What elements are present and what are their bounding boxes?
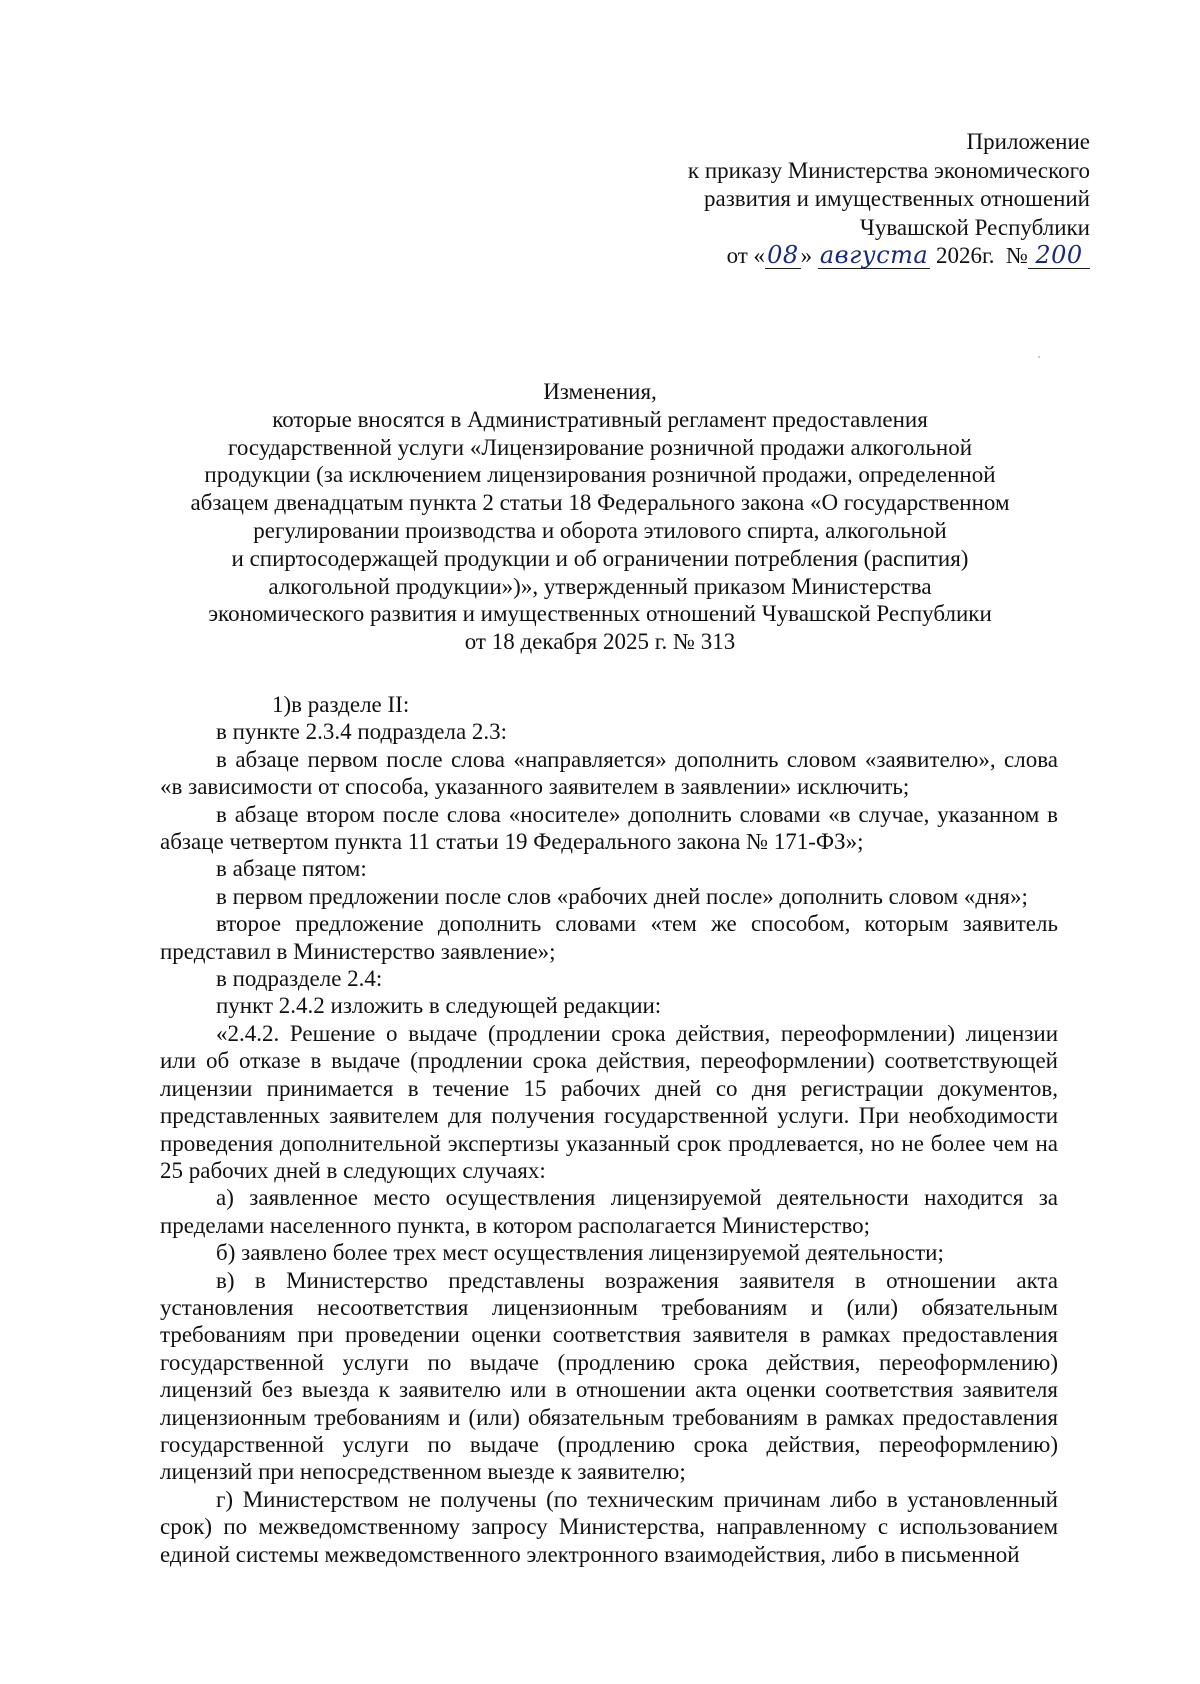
title-line: от 18 декабря 2025 г. № 313 [464,629,736,655]
paragraph: «2.4.2. Решение о выдаче (продлении срока действия, переоформлении) лицензии или об отказе в выдаче (продлении срока действия, переоформлении) соответствующей лицензии принимается в течение 15 рабочих дней со дня регистрации документов, представленных заявителем для получения государственной услуги. При необходимости проведения дополнительной экспертизы указанный срок продлевается, но не более чем на 25 рабочих дней в следующих случаях: [160,1020,1058,1183]
paragraph: б) заявлено более трех мест осуществления лицензируемой деятельности; [216,1240,944,1266]
title-line: регулировании производства и оборота этилового спирта, алкогольной [253,517,947,543]
paragraph: второе предложение дополнить словами «тем же способом, которым заявитель представил в Министерство заявление»; [160,911,1058,964]
item-number: 1) [272,692,292,717]
paragraph: в пункте 2.3.4 подраздела 2.3: [216,719,508,745]
title-line: продукции (за исключением лицензирования розничной продажи, определенной [204,462,996,488]
title-line: экономического развития и имущественных отношений Чувашской Республики [208,601,992,627]
paragraph: г) Министерством не получены (по техническим причинам либо в установленный срок) по межведомственному запросу Министерства, направленному с использованием единой системы межведомственного электронного взаимодействия, либо в письменной [160,1486,1058,1567]
date-year: 2026г. [935,243,995,268]
paragraph: пункт 2.4.2 изложить в следующей редакции: [216,993,662,1019]
appendix-date-line [570,242,1090,271]
paragraph: в абзаце втором после слова «носителе» дополнить словами «в случае, указанном в абзаце четвертом пункта 11 статьи 19 Федерального закона № 171-ФЗ»; [160,801,1058,855]
paragraph: в абзаце пятом: [216,856,367,882]
title-line: алкогольной продукции»)», утвержденный приказом Министерства [268,573,932,599]
appendix-header [570,128,1090,271]
paragraph: в абзаце первом после слова «направляется» дополнить словом «заявителю», слова «в зависимости от способа, указанного заявителем в заявлении» исключить; [160,746,1058,800]
item-text: в разделе II: [291,692,410,717]
appendix-line-2: развития и имущественных отношений [704,186,1090,211]
title-line: и спиртосодержащей продукции и об ограничении потребления (распития) [231,545,969,571]
handwritten-number: 200 [1028,242,1090,269]
document-body [160,691,1058,1568]
scan-speck [1038,356,1040,358]
title-line: которые вносятся в Административный регламент предоставления [272,406,928,432]
paragraph: в) в Министерство представлены возражения заявителя в отношении акта установления несоответствия лицензионным требованиям и (или) обязательным требованиям при проведении оценки соответствия заявителя в рамках предоставления государственной услуги по выдаче (продлению срока действия, переоформлению) лицензий без выезда к заявителю или в отношении акта оценки соответствия заявителя лицензионным требованиям и (или) обязательным требованиям в рамках предоставления государственной услуги по выдаче (продлению срока действия, переоформлению) лицензий при непосредственном выезде к заявителю; [160,1267,1058,1485]
number-prefix: № [1006,243,1028,268]
appendix-line-3: Чувашской Республики [859,214,1090,240]
paragraph: в первом предложении после слов «рабочих дней после» дополнить словом «дня»; [216,883,1028,909]
appendix-line-1: к приказу Министерства экономического [687,157,1090,183]
title-heading: Изменения, [543,379,657,404]
paragraph: а) заявленное место осуществления лицензируемой деятельности находится за пределами населенного пункта, в котором располагается Министерство; [160,1185,1058,1238]
date-mid: » [800,243,813,268]
handwritten-month: августа [819,241,929,269]
list-item-1 [160,691,1058,718]
title-line: абзацем двенадцатым пункта 2 статьи 18 Федерального закона «О государственном [190,490,1010,516]
title-line: государственной услуги «Лицензирование розничной продажи алкогольной [228,434,972,460]
paragraph: в подразделе 2.4: [216,966,383,992]
document-title [150,378,1050,656]
handwritten-day: 08 [767,241,799,269]
date-prefix: от « [726,243,766,268]
appendix-title: Приложение [966,129,1090,154]
